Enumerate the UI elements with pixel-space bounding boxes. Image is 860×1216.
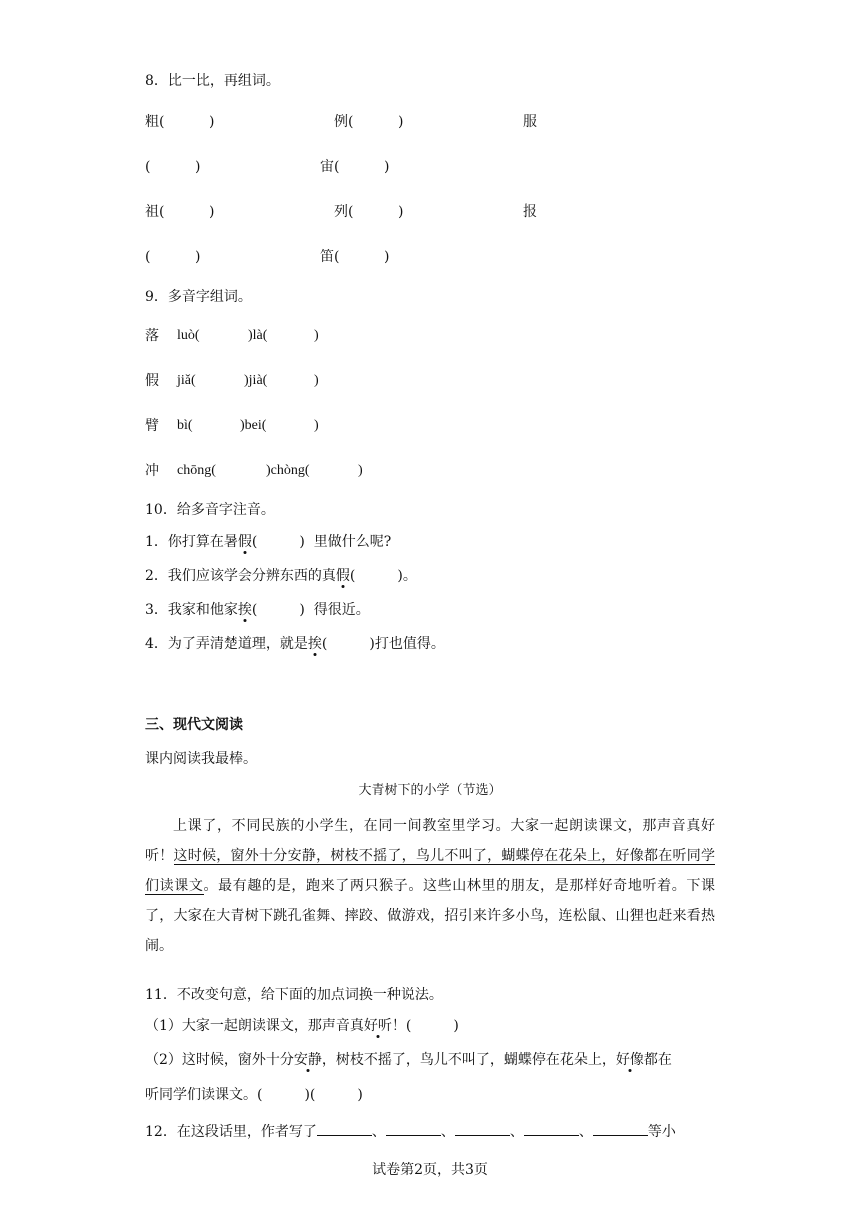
q9-r3-char: 臂 — [145, 418, 159, 434]
section-heading: 三、现代文阅读 — [145, 717, 243, 733]
q8-r4-a2: ) — [195, 249, 201, 265]
underlined-sentence: 这时候，窗外十分安静，树枝不摇了，鸟儿不叫了，蝴蝶停在花朵上，好像都在听同学们读课文 — [145, 848, 716, 894]
q10-title: 10．给多音字注音。 — [145, 502, 275, 518]
q9-r2-char: 假 — [145, 373, 159, 389]
page-footer: 试卷第2页，共3页 — [372, 1162, 488, 1178]
q9-r2-p2: )jià( — [244, 373, 268, 388]
q8-r1-a: 粗( — [145, 114, 165, 130]
q12-question: 12．在这段话里，作者写了 、 、 、 、 等小 — [145, 1121, 676, 1142]
q9-r4-char: 冲 — [145, 463, 159, 479]
q10-sentence-1: 1．你打算在暑假( ) 里做什么呢? — [145, 534, 392, 550]
q10-sentence-4: 4．为了弄清楚道理，就是挨( )打也值得。 — [145, 636, 445, 652]
q11-sentence-1: （1）大家一起朗读课文，那声音真好听！( ) — [145, 1018, 459, 1034]
q10-sentence-3: 3．我家和他家挨( ) 得很近。 — [145, 602, 370, 618]
dotted-char: 挨 — [307, 636, 322, 652]
passage-title: 大青树下的小学（节选） — [358, 783, 502, 798]
q8-r1-a2: ) — [209, 114, 215, 130]
dotted-word: 好像 — [615, 1052, 644, 1068]
q8-r3-b2: ) — [398, 204, 404, 220]
q8-r1-c: 服 — [523, 114, 537, 130]
dotted-char: 假 — [237, 534, 252, 550]
q8-r3-a: 祖( — [145, 204, 165, 220]
q8-r2-b: 宙( — [320, 159, 340, 175]
q9-r3-p2: )bei( — [240, 418, 267, 433]
q9-r1-p1: luò( — [177, 328, 200, 343]
q9-r1-p2: )là( — [248, 328, 268, 343]
q8-r1-b: 例( — [334, 114, 354, 130]
answer-blank[interactable] — [593, 1121, 648, 1136]
q8-r3-a2: ) — [209, 204, 215, 220]
dotted-word: 好听 — [363, 1018, 392, 1034]
q9-r4-p2: )chòng( — [266, 463, 310, 478]
answer-blank[interactable] — [524, 1121, 579, 1136]
dotted-word: 安静 — [293, 1052, 322, 1068]
q8-r4-b2: ) — [384, 249, 390, 265]
q8-r2-b2: ) — [384, 159, 390, 175]
answer-blank[interactable] — [455, 1121, 510, 1136]
q9-r1-char: 落 — [145, 328, 159, 344]
q8-r2-a2: ) — [195, 159, 201, 175]
dotted-char: 挨 — [237, 602, 252, 618]
q10-sentence-2: 2．我们应该学会分辨东西的真假( )。 — [145, 568, 417, 584]
q9-r3-p3: ) — [314, 418, 319, 433]
q9-r4-p1: chōng( — [177, 463, 216, 478]
q9-r1-p3: ) — [314, 328, 319, 343]
q9-r2-p1: jiǎ( — [177, 373, 196, 388]
q9-r3-p1: bì( — [177, 418, 193, 433]
q9-r2-p3: ) — [314, 373, 319, 388]
passage-paragraph: 上课了，不同民族的小学生，在同一间教室里学习。大家一起朗读课文，那声音真好听！这时候，窗外十分安静，树枝不摇了，鸟儿不叫了，蝴蝶停在花朵上，好像都在听同学们读课文。最有趣的是，跑来了两只猴子。这些山林里的朋友，是那样好奇地听着。下课了，大家在大青树下跳孔雀舞、摔跤、做游戏，招引来许多小鸟，连松鼠、山狸也赶来看热闹。 — [145, 818, 716, 954]
q8-r2-a: ( — [145, 159, 151, 175]
q8-r3-c: 报 — [523, 204, 537, 220]
q11-title: 11．不改变句意，给下面的加点词换一种说法。 — [145, 987, 443, 1003]
q8-r4-a: ( — [145, 249, 151, 265]
q11-sentence-2-cont: 听同学们读课文。( )( ) — [145, 1087, 363, 1103]
q8-title: 8．比一比，再组词。 — [145, 73, 280, 89]
q8-r4-b: 笛( — [320, 249, 340, 265]
q11-sentence-2: （2）这时候，窗外十分安静，树枝不摇了，鸟儿不叫了，蝴蝶停在花朵上，好像都在 — [145, 1052, 672, 1068]
q8-r1-b2: ) — [398, 114, 404, 130]
q9-title: 9．多音字组词。 — [145, 289, 252, 305]
q9-r4-p3: ) — [358, 463, 363, 478]
section-intro: 课内阅读我最棒。 — [145, 751, 257, 767]
q8-r3-b: 列( — [334, 204, 354, 220]
dotted-char: 假 — [335, 568, 350, 584]
answer-blank[interactable] — [386, 1121, 441, 1136]
answer-blank[interactable] — [317, 1121, 372, 1136]
